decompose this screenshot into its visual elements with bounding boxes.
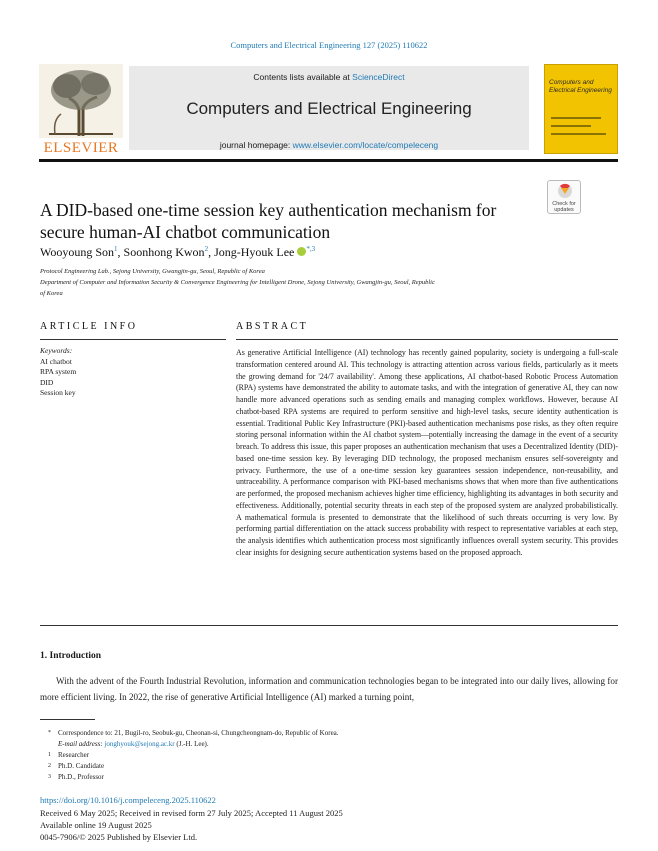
cover-decoration: [551, 117, 601, 119]
author-name[interactable]: Jong-Hyouk Lee: [214, 245, 295, 259]
journal-homepage-link[interactable]: www.elsevier.com/locate/compeleceng: [292, 140, 439, 150]
footnote-text: Ph.D., Professor: [58, 773, 104, 781]
correspondence-text: Correspondence to: 21, Bugil-ro, Seobuk-gu, Cheonan-si, Chungcheongnam-do, Republic of Korea.: [58, 729, 339, 737]
journal-title: Computers and Electrical Engineering: [186, 99, 472, 118]
journal-banner: [39, 64, 618, 160]
affiliation: Protocol Engineering Lab., Sejong University, Gwangjin-gu, Seoul, Republic of Korea: [40, 268, 265, 275]
author-list: Wooyoung Son$^1$, Soonhong Kwon$^2$, Jong-Hyouk Lee $^{*,3}$: [40, 245, 316, 259]
received-dates: Received 6 May 2025; Received in revised form 27 July 2025; Accepted 11 August 2025: [40, 808, 343, 818]
abstract-body: As generative Artificial Intelligence (AI) technology has recently gained popularity, society is undergoing a full-scale transformation centered around AI. This technology is attracting attention across various fields, particularly as it meets the growing demand for '24/7 availability'. Among these applications, AI chatbot-based Robotic Process Automation (RPA) systems have demonstrated the ability to automate tasks, and with the integration of generative AI, they can now handle more advanced operations such as sending emails and managing complex workflows. However, because AI chatbot-based RPA systems are required to perform sensitive and high-level tasks, secure identity authentication is essential. Traditional Public Key Infrastructure (PKI)-based authentication mechanisms pose risks, as they often require storing personal information within the AI chatbot system—potentially increasing the damage in the event of a security breach. To address this issue, this paper proposes an authentication mechanism that uses a Decentralized Identity (DID)-based one-time session key. By leveraging DID technology, the proposed mechanism ensures self-sovereignty and privacy. Furthermore, the use of a one-time session key guarantees session independence, non-reusability, and untraceability. A performance comparison with PKI-based mechanisms shows that when more than five authentications are performed, the proposed mechanism achieves higher time efficiency, highlighting its advantages in both security and effectiveness. Additionally, potential security threats in each step of the proposed system are analyzed probabilistically. A mathematical formula is presented to demonstrate that the likelihood of such threats occurring is very low. By performing partial differentiation on the attack success probability with respect to representative variables at each step, the analysis identifies which authentication process most significantly influences overall system security. This provides clear insights for designing secure authentication systems based on the proposed approach.: [236, 348, 618, 557]
footnote-mark: 1: [48, 752, 51, 758]
footnote-text: Ph.D. Candidate: [58, 762, 105, 770]
journal-reference-link[interactable]: Computers and Electrical Engineering 127 (2025) 110622: [230, 40, 428, 50]
introduction-heading: 1. Introduction: [40, 651, 102, 661]
keyword: RPA system: [40, 367, 77, 376]
homepage-line: [129, 140, 529, 150]
cover-title: Computers and Electrical Engineering: [549, 79, 612, 94]
footnote-mark: 2: [48, 763, 51, 769]
contents-line: [129, 72, 529, 82]
author-mark: 1: [114, 245, 118, 253]
author-name[interactable]: Soonhong Kwon: [123, 245, 205, 259]
email-suffix: (J.-H. Lee).: [174, 740, 209, 748]
keyword: DID: [40, 377, 54, 387]
keyword: AI chatbot: [40, 356, 72, 366]
homepage-prefix: journal homepage:: [219, 140, 293, 150]
cover-decoration: [551, 133, 606, 135]
cover-decoration: [551, 125, 591, 127]
affiliation: Department of Computer and Information Security & Convergence Engineering for Intelligent Drone, Sejong University, Gwangjin-gu, Seoul, Republic of Korea: [40, 279, 435, 297]
abstract-end-divider: [40, 625, 618, 626]
article-info-heading: ARTICLE INFO: [40, 321, 138, 332]
keywords-list: [40, 346, 76, 399]
journal-cover-thumbnail: [544, 64, 618, 154]
contents-prefix: Contents lists available at: [253, 72, 353, 82]
correspondence-note: [48, 728, 608, 739]
author-name[interactable]: Wooyoung Son: [40, 245, 115, 259]
email-link[interactable]: jonghyouk@sejong.ac.kr: [104, 740, 175, 748]
publisher-name: ELSEVIER: [43, 140, 119, 156]
sciencedirect-link[interactable]: ScienceDirect: [352, 72, 405, 82]
abstract-divider: [236, 339, 618, 340]
footnote: [48, 772, 608, 783]
email-note: [48, 739, 608, 750]
footnote: [48, 750, 608, 761]
header-divider: [39, 159, 618, 162]
affiliations: [40, 266, 440, 299]
footnote: [48, 761, 608, 772]
introduction-body: With the advent of the Fourth Industrial Revolution, information and communication technologies began to be integrated into our daily lives, allowing for more efficient living. In 2022, the rise of generative Artificial Intelligence (AI) marked a turning point,: [40, 676, 618, 702]
footnotes: [48, 728, 608, 783]
footnote-divider: [40, 719, 95, 720]
online-date: Available online 19 August 2025: [40, 820, 152, 830]
author-mark: 2: [204, 245, 209, 253]
footnote-text: Researcher: [58, 751, 90, 759]
crossmark-icon: [548, 181, 582, 201]
article-title: A DID-based one-time session key authentication mechanism for secure human-AI chatbot communication: [40, 200, 497, 242]
journal-banner-center: [129, 66, 529, 150]
check-for-updates-label: Check for updates: [552, 201, 576, 213]
abstract-heading: ABSTRACT: [236, 321, 309, 332]
email-label: E-mail address:: [58, 740, 103, 748]
article-info-divider: [40, 339, 226, 340]
author-mark: *,3: [306, 245, 316, 253]
publication-dates: [40, 807, 618, 843]
doi-link[interactable]: https://doi.org/10.1016/j.compeleceng.2025.110622: [40, 795, 216, 805]
copyright: 0045-7906/© 2025 Published by Elsevier Ltd.: [40, 832, 198, 842]
keywords-label: Keywords:: [40, 346, 73, 355]
footnote-mark: 3: [48, 774, 51, 780]
keyword: Session key: [40, 388, 76, 397]
footnote-mark: *: [48, 730, 51, 736]
